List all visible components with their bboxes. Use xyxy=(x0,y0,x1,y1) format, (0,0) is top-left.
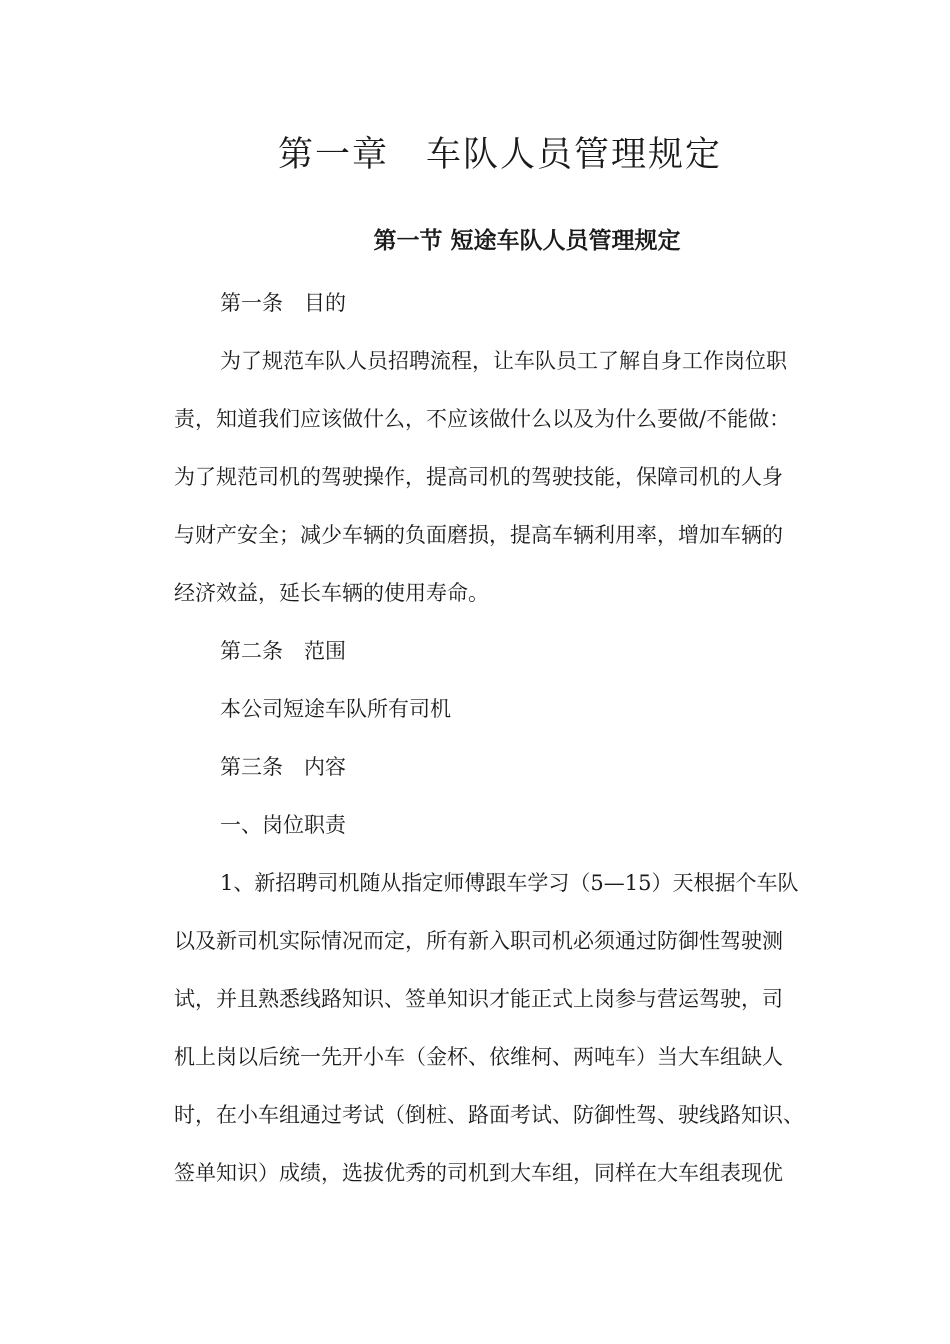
paragraph-line: 机上岗以后统一先开小车（金杯、依维柯、两吨车）当大车组缺人 xyxy=(174,1045,783,1069)
paragraph-line: 1、新招聘司机随从指定师傅跟车学习（5—15）天根据个车队 xyxy=(220,871,799,895)
paragraph-line: 为了规范车队人员招聘流程，让车队员工了解自身工作岗位职 xyxy=(220,349,787,373)
paragraph-line: 与财产安全；减少车辆的负面磨损，提高车辆利用率，增加车辆的 xyxy=(174,523,783,547)
chapter-title: 第一章 车队人员管理规定 xyxy=(277,135,722,175)
article-heading: 第三条 内容 xyxy=(220,755,346,779)
article-heading: 第一条 目的 xyxy=(220,291,346,315)
section-title: 第一节 短途车队人员管理规定 xyxy=(373,228,681,254)
subsection-heading: 一、岗位职责 xyxy=(220,813,346,837)
paragraph-line: 本公司短途车队所有司机 xyxy=(220,697,451,721)
article-heading: 第二条 范围 xyxy=(220,639,346,663)
paragraph-line: 以及新司机实际情况而定，所有新入职司机必须通过防御性驾驶测 xyxy=(174,929,783,953)
paragraph-line: 责，知道我们应该做什么，不应该做什么以及为什么要做/不能做： xyxy=(174,407,791,431)
paragraph-line: 为了规范司机的驾驶操作，提高司机的驾驶技能，保障司机的人身 xyxy=(174,465,783,489)
paragraph-line: 试，并且熟悉线路知识、签单知识才能正式上岗参与营运驾驶，司 xyxy=(174,987,783,1011)
paragraph-line: 签单知识）成绩，选拔优秀的司机到大车组，同样在大车组表现优 xyxy=(174,1161,783,1185)
paragraph-line: 经济效益，延长车辆的使用寿命。 xyxy=(174,581,489,605)
paragraph-line: 时，在小车组通过考试（倒桩、路面考试、防御性驾、驶线路知识、 xyxy=(174,1103,804,1127)
